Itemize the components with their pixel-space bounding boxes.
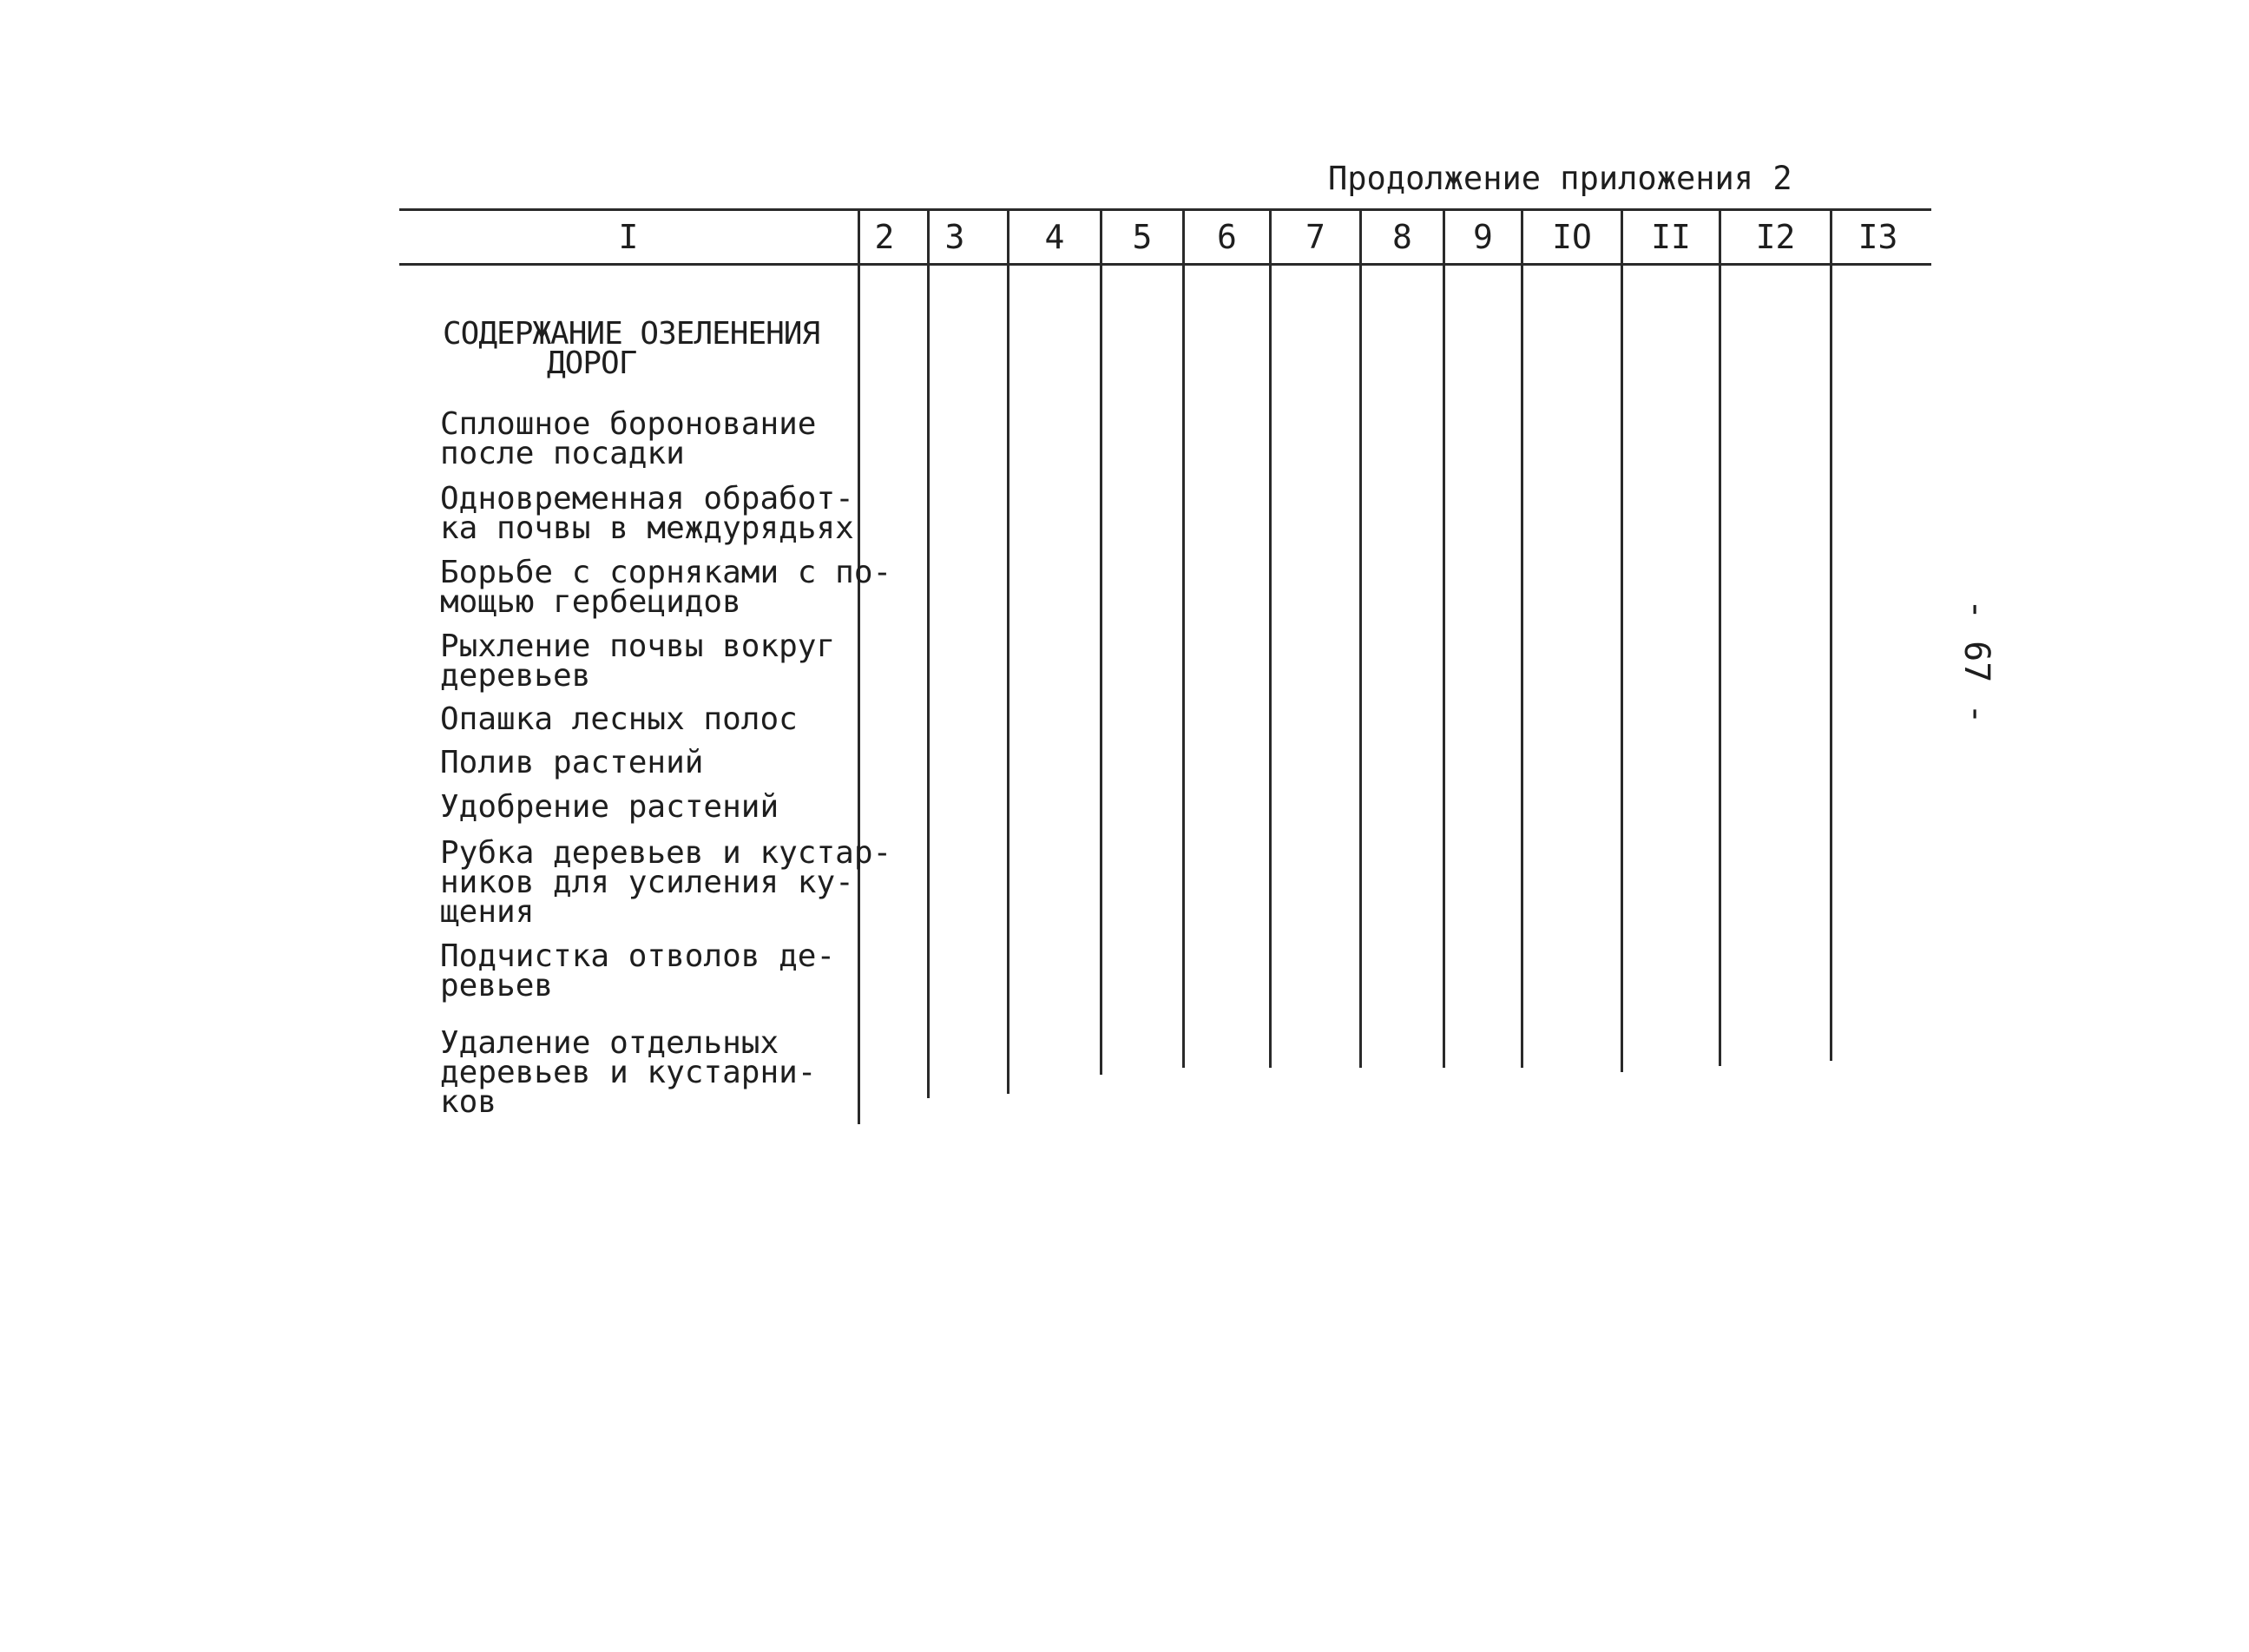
column-divider (1007, 208, 1009, 1094)
column-header: I (618, 218, 639, 256)
column-header: 8 (1392, 218, 1412, 256)
column-divider (1182, 208, 1185, 1068)
row-label: Сплошное боронование после посадки (440, 406, 817, 471)
row-label: Подчистка отволов де- ревьев (440, 938, 836, 1004)
column-header: 6 (1217, 218, 1237, 256)
column-header: II (1651, 218, 1691, 256)
column-header: I2 (1755, 218, 1796, 256)
column-header: 7 (1305, 218, 1325, 256)
column-divider (1719, 208, 1721, 1066)
row-label: Удобрение растений (440, 789, 779, 825)
column-header: I3 (1858, 218, 1898, 256)
column-divider (1100, 208, 1102, 1075)
row-label: Рубка деревьев и кустар- ников для усиления ку- щения (440, 835, 892, 930)
column-header: IO (1552, 218, 1592, 256)
row-label: Одновременная обработ- ка почвы в междурядьях (440, 481, 854, 546)
column-header: 2 (874, 218, 895, 256)
column-header: 5 (1132, 218, 1153, 256)
row-label: Удаление отдельных деревьев и кустарни- ков (440, 1025, 817, 1120)
column-divider (1521, 208, 1523, 1068)
column-divider (1621, 208, 1623, 1072)
column-divider (1359, 208, 1362, 1068)
row-label: Полив растений (440, 745, 704, 780)
column-divider (1269, 208, 1272, 1068)
page-number: - 67 - (1956, 599, 1996, 725)
table-header-rule (399, 263, 1931, 266)
section-heading-line2: ДОРОГ (547, 346, 637, 381)
column-divider (1443, 208, 1445, 1068)
column-divider (1830, 208, 1832, 1061)
column-header: 3 (944, 218, 965, 256)
column-divider (927, 208, 930, 1098)
table-top-rule (399, 208, 1931, 211)
section-heading (443, 316, 820, 381)
section-heading-line1: СОДЕРЖАНИЕ ОЗЕЛЕНЕНИЯ (443, 316, 820, 352)
row-label: Опашка лесных полос (440, 701, 798, 737)
row-label: Борьбе с сорняками с по- мощью гербецидов (440, 555, 892, 620)
table-caption: Продолжение приложения 2 (1328, 160, 1792, 197)
column-divider (858, 208, 860, 1124)
column-header: 9 (1473, 218, 1493, 256)
column-header: 4 (1044, 218, 1065, 256)
row-label: Рыхление почвы вокруг деревьев (440, 629, 836, 694)
